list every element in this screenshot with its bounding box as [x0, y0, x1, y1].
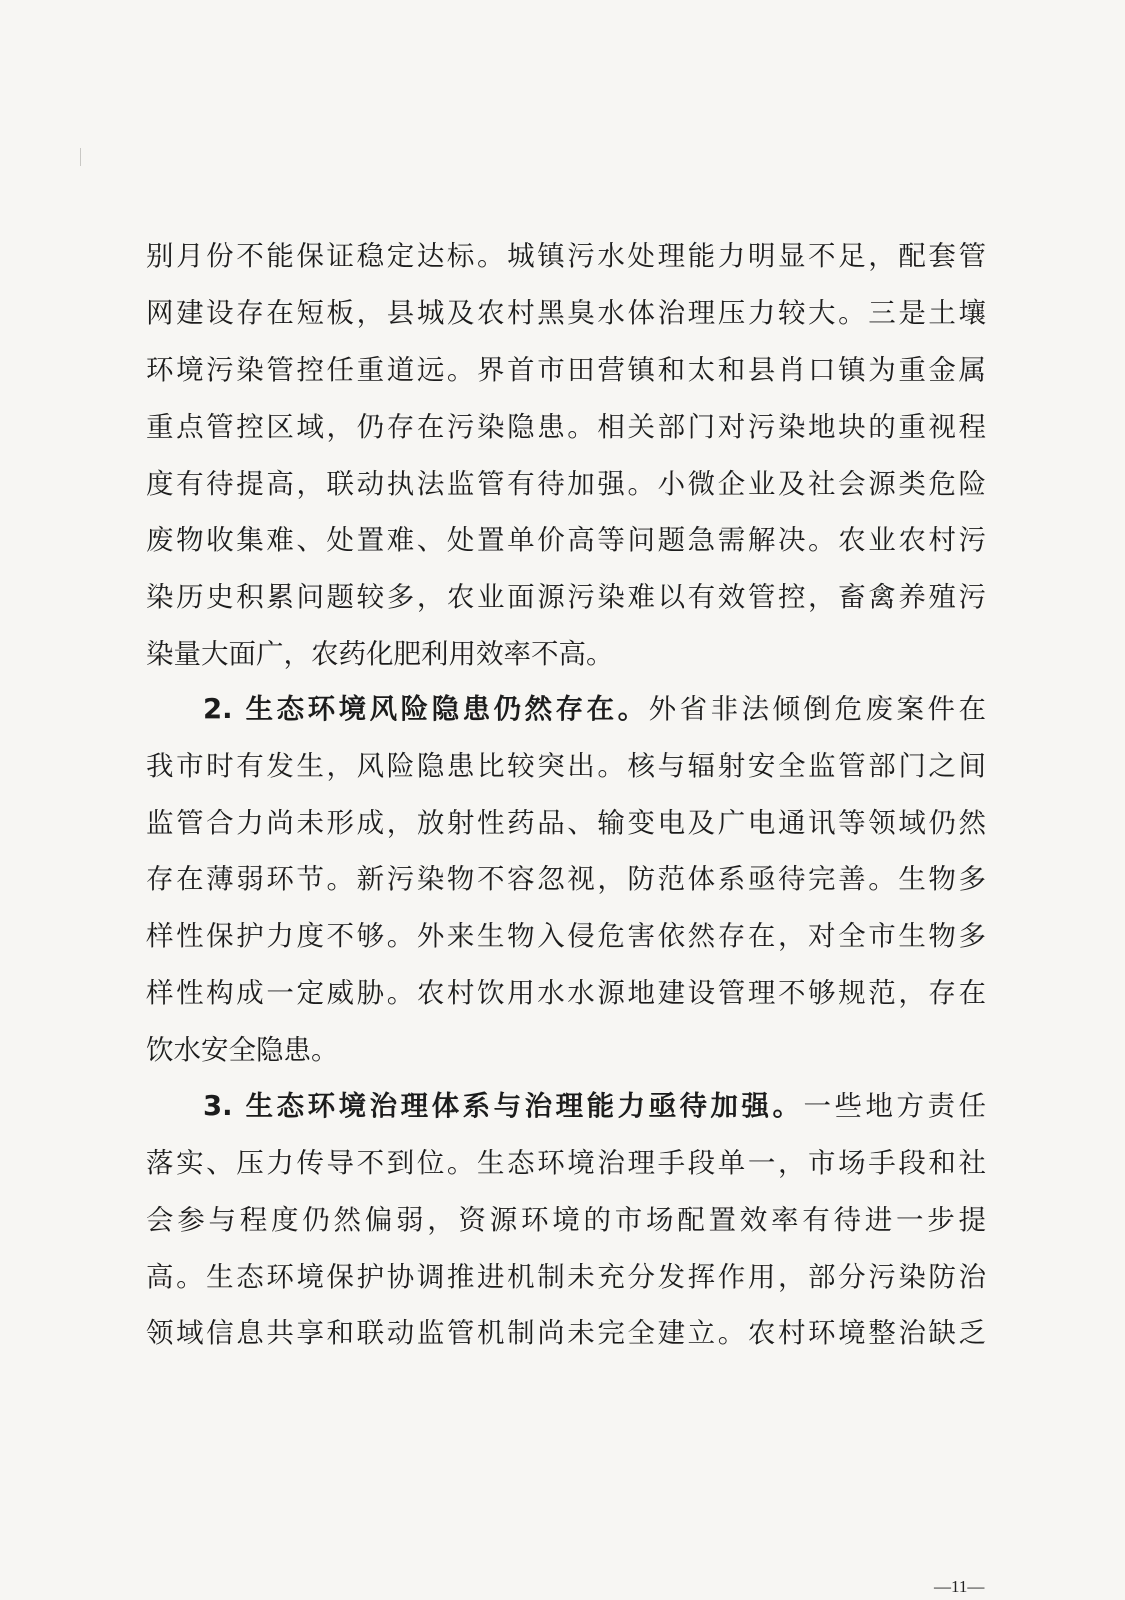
body-line: 饮水安全隐患。: [146, 1034, 339, 1066]
body-line: 样性保护力度不够。外来生物入侵危害依然存在，对全市生物多: [146, 920, 986, 952]
body-line: 网建设存在短板，县城及农村黑臭水体治理压力较大。三是土壤: [146, 297, 986, 329]
body-line: 染历史积累问题较多，农业面源污染难以有效管控，畜禽养殖污: [146, 581, 986, 613]
body-line: 高。生态环境保护协调推进机制未充分发挥作用，部分污染防治: [146, 1261, 986, 1293]
section-3-heading: 3. 生态环境治理体系与治理能力亟待加强。: [203, 1090, 804, 1122]
section-3-first-line-rest: 一些地方责任: [803, 1090, 986, 1122]
body-line: 重点管控区域，仍存在污染隐患。相关部门对污染地块的重视程: [146, 411, 986, 443]
body-line: 我市时有发生，风险隐患比较突出。核与辐射安全监管部门之间: [146, 750, 986, 782]
section-2-heading: 2. 生态环境风险隐患仍然存在。: [203, 693, 649, 725]
section-3-first-line: [203, 1086, 986, 1126]
body-line: 废物收集难、处置难、处置单价高等问题急需解决。农业农村污: [146, 524, 986, 556]
section-2-first-line-rest: 外省非法倾倒危废案件在: [648, 693, 987, 725]
body-line: 环境污染管控任重道远。界首市田营镇和太和县肖口镇为重金属: [146, 354, 986, 386]
page-number: —11—: [934, 1577, 985, 1596]
body-line: 染量大面广，农药化肥利用效率不高。: [146, 638, 614, 670]
section-2-first-line: [203, 689, 986, 729]
body-line: 样性构成一定威胁。农村饮用水水源地建设管理不够规范，存在: [146, 977, 986, 1009]
body-line: 度有待提高，联动执法监管有待加强。小微企业及社会源类危险: [146, 468, 986, 500]
body-line: 存在薄弱环节。新污染物不容忽视，防范体系亟待完善。生物多: [146, 863, 986, 895]
body-line: 会参与程度仍然偏弱，资源环境的市场配置效率有待进一步提: [146, 1204, 986, 1236]
body-line: 监管合力尚未形成，放射性药品、输变电及广电通讯等领域仍然: [146, 807, 986, 839]
body-line: 落实、压力传导不到位。生态环境治理手段单一，市场手段和社: [146, 1147, 986, 1179]
body-line: 别月份不能保证稳定达标。城镇污水处理能力明显不足，配套管: [146, 240, 986, 272]
scan-mark: [80, 148, 81, 166]
body-line: 领域信息共享和联动监管机制尚未完全建立。农村环境整治缺乏: [146, 1317, 986, 1349]
